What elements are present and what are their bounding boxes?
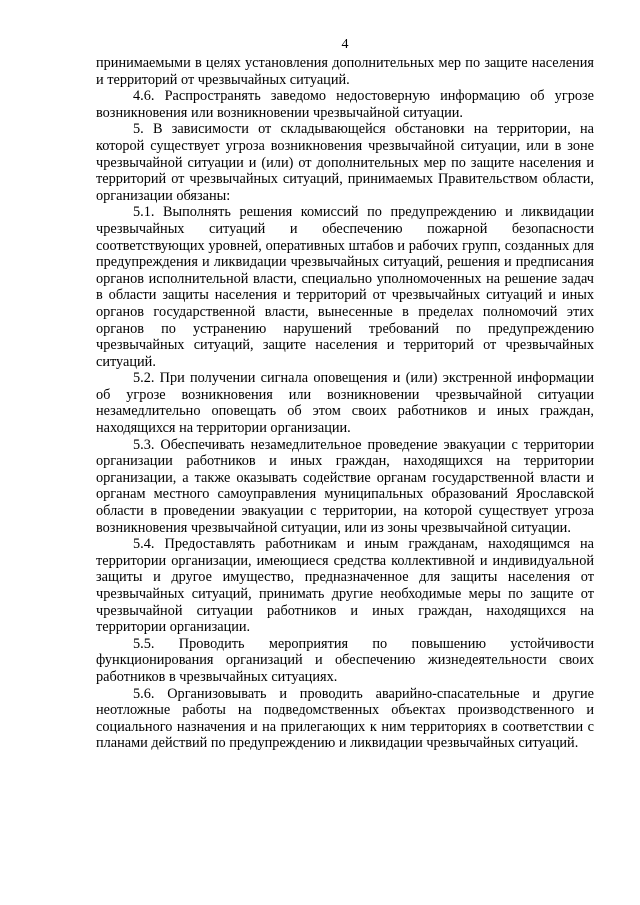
paragraph-continuation: принимаемыми в целях установления дополнительных мер по защите населения и территорий от чрезвычайных ситуаций. bbox=[96, 55, 594, 88]
paragraph-5-4: 5.4. Предоставлять работникам и иным гражданам, находящимся на территории организации, имеющиеся средства коллективной и индивидуальной защиты и другое имущество, предназначенное для защиты населения от чрезвычайных ситуаций, принимать другие необходимые меры по защите от чрезвычайной ситуации работников и иных граждан, находящихся на территории организации. bbox=[96, 536, 594, 636]
page-number: 4 bbox=[341, 37, 349, 52]
paragraph-5-5: 5.5. Проводить мероприятия по повышению устойчивости функционирования организаций и обеспечению жизнедеятельности своих работников в чрезвычайных ситуациях. bbox=[96, 635, 594, 685]
paragraph-5: 5. В зависимости от складывающейся обстановки на территории, на которой существует угроза возникновения чрезвычайной ситуации, или в зоне чрезвычайной ситуации и (или) от дополнительных мер по защите населения и территорий от чрезвычайных ситуаций, принимаемых Правительством области, организации обязаны: bbox=[96, 121, 594, 204]
paragraph-5-6: 5.6. Организовывать и проводить аварийно-спасательные и другие неотложные работы на подведомственных объектах производственного и социального назначения и на прилегающих к ним территориях в соответствии с планами действий по предупреждению и ликвидации чрезвычайных ситуаций. bbox=[96, 685, 594, 752]
paragraph-5-3: 5.3. Обеспечивать незамедлительное проведение эвакуации с территории организации работников и иных граждан, находящихся на территории организации, а также оказывать содействие органам государственной власти и органам местного самоуправления муниципальных образований Ярославской области в проведении эвакуации с территории, на которой существует угроза возникновения чрезвычайной ситуации, или из зоны чрезвычайной ситуации. bbox=[96, 436, 594, 536]
paragraph-4-6: 4.6. Распространять заведомо недостоверную информацию об угрозе возникновения или возникновении чрезвычайной ситуации. bbox=[96, 88, 594, 121]
document-body bbox=[96, 55, 594, 752]
paragraph-5-2: 5.2. При получении сигнала оповещения и (или) экстренной информации об угрозе возникновения или возникновении чрезвычайной ситуации незамедлительно оповещать об этом своих работников и иных граждан, находящихся на территории организации. bbox=[96, 370, 594, 437]
paragraph-5-1: 5.1. Выполнять решения комиссий по предупреждению и ликвидации чрезвычайных ситуаций и обеспечению пожарной безопасности соответствующих уровней, оперативных штабов и рабочих групп, созданных для предупреждения и ликвидации чрезвычайных ситуаций, решения и предписания органов исполнительной власти, специально уполномоченных на решение задач в области защиты населения и территорий от чрезвычайных ситуаций и иных органов государственной власти, вынесенные в пределах полномочий этих органов по устранению нарушений требований по предупреждению чрезвычайных ситуаций, защите населения и территорий от чрезвычайных ситуаций. bbox=[96, 204, 594, 370]
